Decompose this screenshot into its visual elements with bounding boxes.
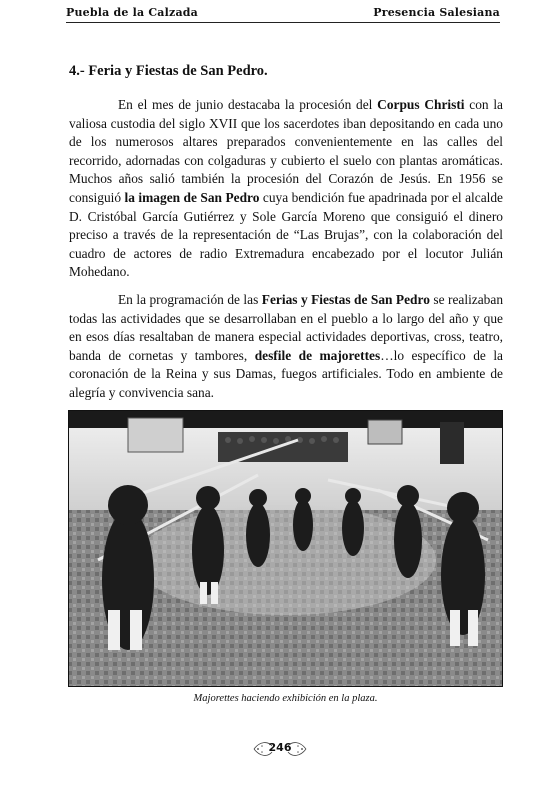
paragraph-corpus-christi: En el mes de junio destacaba la procesión del Corpus Christi con la valiosa custodia del siglo XVII que los sacerdotes iban depositando en cada uno de los numerosos altares preparados convenientemente en las calles del recorrido, adornadas con colgaduras y cubierto el suelo con plantas aromáticas. Muchos años salió también la procesión del Corazón de Jesús. En 1956 se consiguió la imagen de San Pedro cuya bendición fue apadrinada por el alcalde D. Cristóbal García Gutiérrez y Sole García Moreno que consiguió el dinero preciso a través de la representación de “Las Brujas”, con la colaboración del cuadro de actores de radio Extremadura encabezado por el locutor Julián Mohedano. (69, 97, 503, 280)
header-rule (66, 22, 500, 23)
header-book-title: Puebla de la Calzada (66, 6, 199, 19)
majorettes-photo (68, 410, 503, 687)
page-number: 246 (268, 741, 292, 754)
page-number-ornament (250, 738, 310, 760)
section-title: 4.- Feria y Fiestas de San Pedro. (69, 63, 268, 79)
running-header (66, 4, 500, 26)
header-chapter-title: Presencia Salesiana (373, 6, 500, 19)
photo-caption: Majorettes haciendo exhibición en la plaza. (193, 693, 378, 704)
paragraph-ferias: En la programación de las Ferias y Fiestas de San Pedro se realizaban todas las actividades que se desarrollaban en el pueblo a lo largo del año y que en esos días resaltaban de manera especial actividades deportivas, cross, teatro, banda de cornetas y tambores, desfile de majorettes…lo específico de la coronación de la Reina y sus Damas, fuegos artificiales. Todo en ambiente de alegría y convivencia sana. (69, 292, 504, 400)
majorettes-photo-illustration (68, 410, 503, 687)
